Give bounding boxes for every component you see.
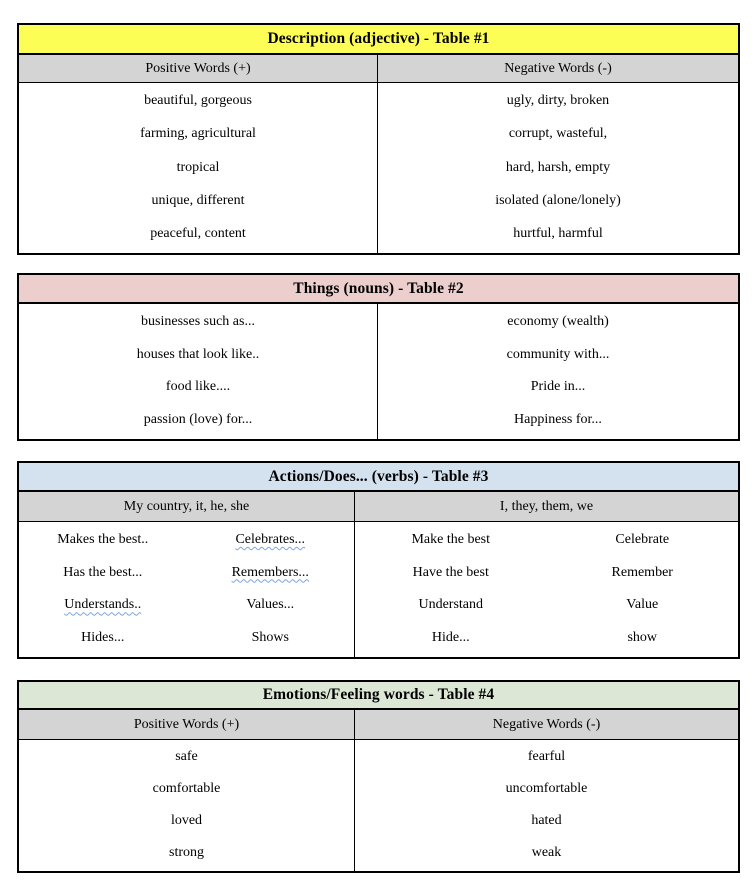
word-cell: Remember: [611, 564, 673, 580]
table-2-right-column: [378, 304, 738, 439]
word-cell: ugly, dirty, broken: [506, 93, 610, 109]
word-cell: Value: [626, 597, 659, 613]
word-cell: loved: [170, 812, 203, 828]
table-3-right-column: [355, 522, 738, 657]
table-3-header-third-person: My country, it, he, she: [19, 492, 355, 521]
table-actions-verbs: [17, 461, 740, 659]
word-cell: unique, different: [151, 192, 245, 208]
table-3-title: Actions/Does... (verbs) - Table #3: [19, 463, 738, 492]
table-4-title: Emotions/Feeling words - Table #4: [19, 682, 738, 710]
table-4-header-row: [19, 710, 738, 740]
verb-pair: [19, 565, 354, 582]
word-cell: hard, harsh, empty: [505, 159, 611, 175]
verb-pair: [355, 565, 738, 582]
word-cell: fearful: [527, 749, 566, 765]
word-cell: Pride in...: [530, 379, 586, 395]
verb-pair: [19, 532, 354, 549]
word-cell: Make the best: [411, 531, 491, 547]
table-2-left-column: [19, 304, 378, 439]
word-cell: Celebrate: [615, 531, 670, 547]
verb-pair: [355, 532, 738, 549]
word-cell: Values...: [246, 597, 295, 613]
table-1-body: [19, 83, 738, 253]
word-cell: passion (love) for...: [143, 412, 253, 428]
word-cell: food like....: [165, 379, 231, 395]
word-cell: hurtful, harmful: [513, 225, 603, 241]
word-cell: community with...: [506, 346, 610, 362]
table-4-negative-column: [355, 740, 738, 871]
word-cell: businesses such as...: [141, 313, 255, 329]
word-cell: Happiness for...: [514, 412, 602, 428]
table-description-adjectives: [17, 23, 740, 255]
table-4-positive-column: [19, 740, 355, 871]
word-cell: comfortable: [152, 781, 221, 797]
word-cell: tropical: [176, 159, 220, 175]
table-4-header-positive: Positive Words (+): [19, 710, 355, 739]
word-cell: safe: [175, 749, 198, 765]
table-2-title: Things (nouns) - Table #2: [19, 275, 738, 304]
word-cell: houses that look like..: [136, 346, 260, 362]
table-1-header-negative: Negative Words (-): [504, 60, 612, 76]
word-cell: peaceful, content: [150, 225, 246, 241]
verb-pair: [19, 630, 354, 647]
table-1-negative-column: [378, 83, 738, 253]
table-1-header-positive: Positive Words (+): [19, 55, 378, 82]
table-1-positive-column: [19, 83, 378, 253]
word-cell: Has the best...: [63, 564, 143, 580]
word-cell: Understand: [418, 597, 484, 613]
word-cell: Remembers...: [231, 564, 309, 580]
word-cell: Understands..: [64, 597, 142, 613]
table-1-header-row: [19, 55, 738, 83]
word-cell: farming, agricultural: [140, 126, 256, 142]
table-2-body: [19, 304, 738, 439]
word-cell: Shows: [251, 630, 289, 646]
table-things-nouns: [17, 273, 740, 441]
word-cell: strong: [169, 844, 204, 860]
word-cell: corrupt, wasteful,: [508, 126, 608, 142]
word-cell: beautiful, gorgeous: [144, 93, 252, 109]
table-3-left-column: [19, 522, 355, 657]
table-1-title: Description (adjective) - Table #1: [19, 25, 738, 55]
word-cell: Hides...: [81, 630, 125, 646]
table-3-header-row: [19, 492, 738, 522]
word-cell: show: [627, 630, 658, 646]
word-cell: uncomfortable: [505, 781, 588, 797]
table-emotions-feelings: [17, 680, 740, 873]
table-3-body: [19, 522, 738, 657]
table-4-body: [19, 740, 738, 871]
word-cell: hated: [531, 812, 562, 828]
word-cell: economy (wealth): [507, 313, 609, 329]
word-cell: Have the best: [412, 564, 489, 580]
verb-pair: [355, 630, 738, 647]
word-cell: Hide...: [431, 630, 470, 646]
word-cell: isolated (alone/lonely): [495, 192, 621, 208]
table-4-header-negative: Negative Words (-): [492, 716, 601, 732]
word-cell: weak: [531, 844, 562, 860]
verb-pair: [19, 597, 354, 614]
word-cell: Celebrates...: [235, 531, 306, 547]
verb-pair: [355, 597, 738, 614]
word-cell: Makes the best..: [57, 531, 149, 547]
table-3-header-first-person: I, they, them, we: [499, 498, 594, 514]
